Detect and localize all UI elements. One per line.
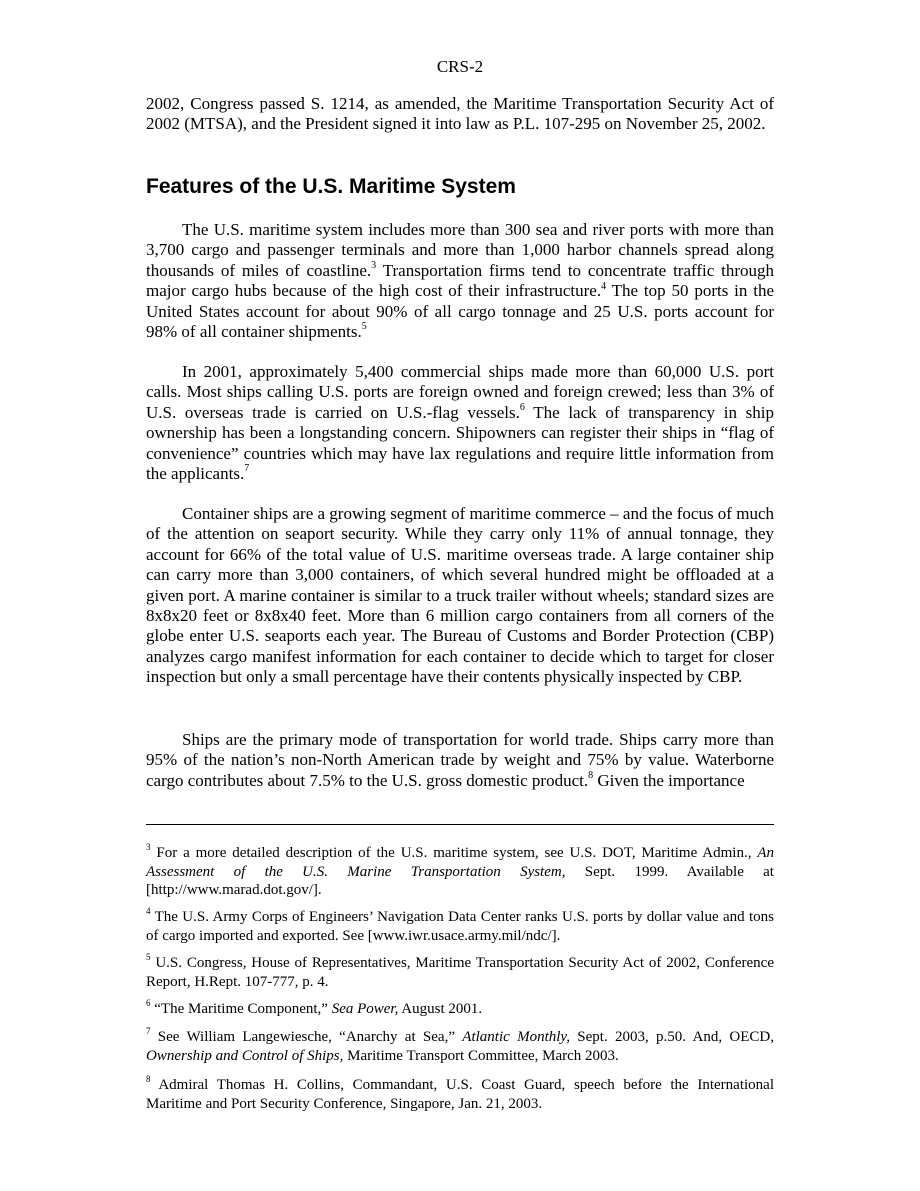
footnote-8 [146, 1076, 774, 1113]
footnote-6-title: Sea Power, [331, 1001, 399, 1017]
footnote-6 [146, 1000, 774, 1019]
p1-text-c: The top 50 ports in the United States account for about 90% of all cargo tonnage and 25 U.S. ports account for 98% of all container shipments. [146, 281, 774, 342]
footnote-4 [146, 908, 774, 945]
intro-text: 2002, Congress passed S. 1214, as amended, the Maritime Transportation Security Act of 2002 (MTSA), and the President signed it into law as P.L. 107-295 on November 25, 2002. [146, 94, 774, 134]
p2-text-a: In 2001, approximately 5,400 commercial ships made more than 60,000 U.S. port calls. Most ships calling U.S. ports are foreign owned and foreign crewed; less than 3% of U.S. overseas trade is carried on U.S.-flag vessels. [146, 362, 774, 422]
section-heading: Features of the U.S. Maritime System [146, 175, 516, 198]
footnote-number-5: 5 [146, 952, 151, 962]
paragraph-world-trade [146, 730, 774, 791]
p2-text-b: The lack of transparency in ship ownership has been a longstanding concern. Shipowners can register their ships in “flag of convenience” countries which may have lax regulations and require little information from the applicants. [146, 402, 774, 484]
footnote-divider [146, 824, 774, 825]
footnote-number-3: 3 [146, 842, 151, 852]
footnote-7-title-1: Atlantic Monthly, [462, 1029, 570, 1045]
footnote-ref-5[interactable]: 5 [361, 321, 367, 333]
footnote-7 [146, 1028, 774, 1065]
footnote-3-title: An Assessment of the U.S. Marine Transportation System, [146, 845, 774, 880]
page-number-header: CRS-2 [436, 57, 484, 76]
paragraph-commercial-ships [146, 362, 774, 484]
footnote-ref-6[interactable]: 6 [519, 402, 525, 414]
footnote-number-6: 6 [146, 998, 151, 1008]
footnote-6-text-b: August 2001. [398, 1001, 483, 1017]
paragraph-maritime-system [146, 220, 774, 342]
footnote-7-text-c: Maritime Transport Committee, March 2003. [343, 1047, 619, 1064]
p4-text-b: Given the importance [593, 770, 745, 790]
footnote-3-text-a: For a more detailed description of the U.S. maritime system, see U.S. DOT, Maritime Admin., [150, 845, 758, 861]
footnote-ref-3[interactable]: 3 [371, 260, 377, 272]
footnote-ref-8[interactable]: 8 [588, 770, 594, 782]
footnote-7-text-a: See William Langewiesche, “Anarchy at Sea,” [150, 1029, 463, 1045]
footnote-5-text: U.S. Congress, House of Representatives, Maritime Transportation Security Act of 2002, Conference Report, H.Rept. 107-777, p. 4. [146, 955, 774, 990]
footnote-number-4: 4 [146, 906, 151, 916]
p1-text-b: Transportation firms tend to concentrate traffic through major cargo hubs because of the high cost of their infrastructure. [146, 260, 774, 301]
footnote-ref-7[interactable]: 7 [244, 463, 250, 475]
footnote-5 [146, 954, 774, 991]
footnote-7-title-2: Ownership and Control of Ships, [146, 1047, 344, 1064]
paragraph-container-ships [146, 504, 774, 688]
footnote-8-text: Admiral Thomas H. Collins, Commandant, U.S. Coast Guard, speech before the International Maritime and Port Security Conference, Singapore, Jan. 21, 2003. [146, 1077, 774, 1112]
footnote-6-text-a: “The Maritime Component,” [150, 1001, 332, 1017]
p4-text-a: Ships are the primary mode of transportation for world trade. Ships carry more than 95% of the nation’s non-North American trade by weight and 75% by value. Waterborne cargo contributes about 7.5% to the U.S. gross domestic product. [146, 730, 774, 790]
footnote-7-text-b: Sept. 2003, p.50. And, OECD, [569, 1029, 774, 1045]
p3-text: Container ships are a growing segment of maritime commerce – and the focus of much of the attention on seaport security. While they carry only 11% of annual tonnage, they account for 66% of the total value of U.S. maritime overseas trade. A large container ship can carry more than 3,000 containers, of which several hundred might be offloaded at a given port. A marine container is similar to a truck trailer without wheels; standard sizes are 8x8x20 feet or 8x8x40 feet. More than 6 million cargo containers from all corners of the globe enter U.S. seaports each year. The Bureau of Customs and Border Protection (CBP) analyzes cargo manifest information for each container to decide which to target for closer inspection but only a small percentage have their contents physically inspected by CBP. [146, 504, 774, 687]
footnote-3-text-b: Sept. 1999. Available at [http://www.marad.dot.gov/]. [146, 863, 774, 898]
p1-text-a: The U.S. maritime system includes more than 300 sea and river ports with more than 3,700 cargo and passenger terminals and more than 1,000 harbor channels spread along thousands of miles of coastline. [146, 220, 774, 280]
footnote-4-text: The U.S. Army Corps of Engineers’ Navigation Data Center ranks U.S. ports by dollar value and tons of cargo imported and exported. See [www.iwr.usace.army.mil/ndc/]. [146, 909, 774, 944]
footnote-number-8: 8 [146, 1074, 151, 1084]
footnote-ref-4[interactable]: 4 [601, 280, 607, 292]
intro-paragraph [146, 94, 774, 135]
footnote-number-7: 7 [146, 1026, 151, 1036]
footnote-3 [146, 844, 774, 900]
